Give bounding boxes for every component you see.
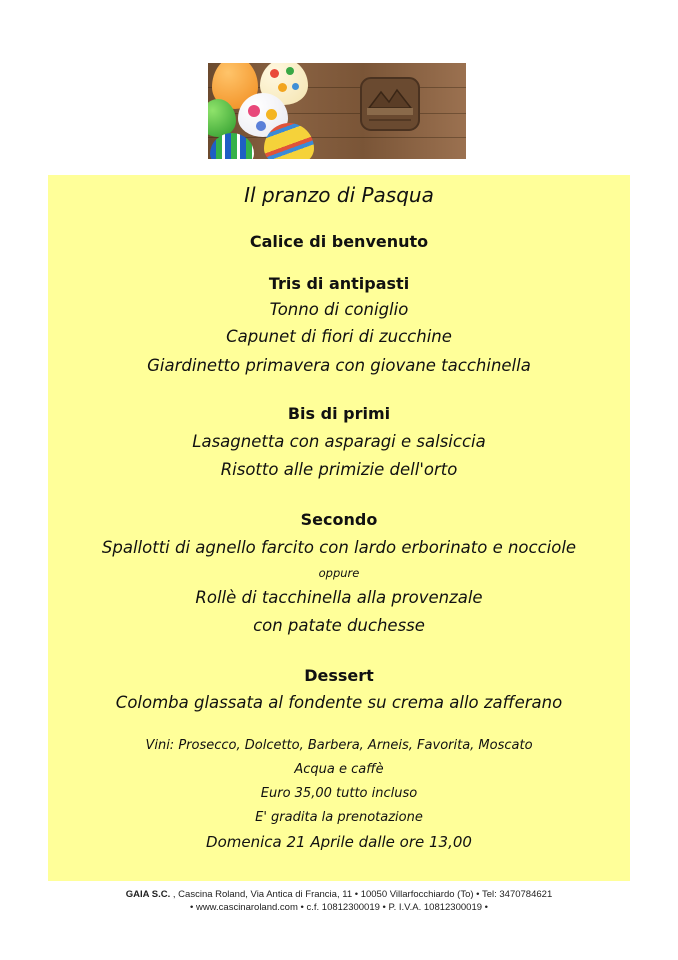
header-image bbox=[208, 63, 466, 159]
dessert-heading: Dessert bbox=[304, 666, 374, 685]
antipasti-heading: Tris di antipasti bbox=[268, 274, 410, 293]
wine-list: Vini: Prosecco, Dolcetto, Barbera, Arneis, Favorita, Moscato bbox=[145, 738, 533, 753]
secondo-option-2: Rollè di tacchinella alla provenzale bbox=[195, 588, 483, 607]
secondo-heading: Secondo bbox=[300, 510, 378, 529]
dessert-item: Colomba glassata al fondente su crema allo zafferano bbox=[115, 693, 563, 712]
footer-address bbox=[48, 889, 630, 900]
secondo-option-2-side: con patate duchesse bbox=[253, 616, 425, 635]
booking-note: E' gradita la prenotazione bbox=[255, 810, 423, 825]
water-coffee: Acqua e caffè bbox=[294, 762, 384, 777]
primi-item: Risotto alle primizie dell'orto bbox=[220, 460, 458, 479]
welcome-drink: Calice di benvenuto bbox=[249, 232, 429, 251]
menu-title: Il pranzo di Pasqua bbox=[244, 183, 434, 207]
antipasti-item: Giardinetto primavera con giovane tacchinella bbox=[147, 356, 531, 375]
antipasti-item: Tonno di coniglio bbox=[269, 300, 409, 319]
secondo-option-1: Spallotti di agnello farcito con lardo erborinato e nocciole bbox=[101, 538, 577, 557]
primi-heading: Bis di primi bbox=[287, 404, 391, 423]
address-text: , Cascina Roland, Via Antica di Francia, 11 • 10050 Villarfocchiardo (To) • Tel: 3470784621 bbox=[170, 889, 553, 900]
company-name: GAIA S.C. bbox=[125, 889, 171, 900]
footer-contacts: • www.cascinaroland.com • c.f. 10812300019 • P. I.V.A. 10812300019 • bbox=[190, 902, 488, 913]
cascina-roland-logo bbox=[355, 70, 425, 140]
oppure-label: oppure bbox=[318, 566, 360, 580]
primi-item: Lasagnetta con asparagi e salsiccia bbox=[192, 432, 486, 451]
price: Euro 35,00 tutto incluso bbox=[260, 786, 418, 801]
easter-egg-striped-yellow bbox=[264, 123, 314, 159]
event-date: Domenica 21 Aprile dalle ore 13,00 bbox=[206, 833, 472, 851]
antipasti-item: Capunet di fiori di zucchine bbox=[226, 327, 452, 346]
